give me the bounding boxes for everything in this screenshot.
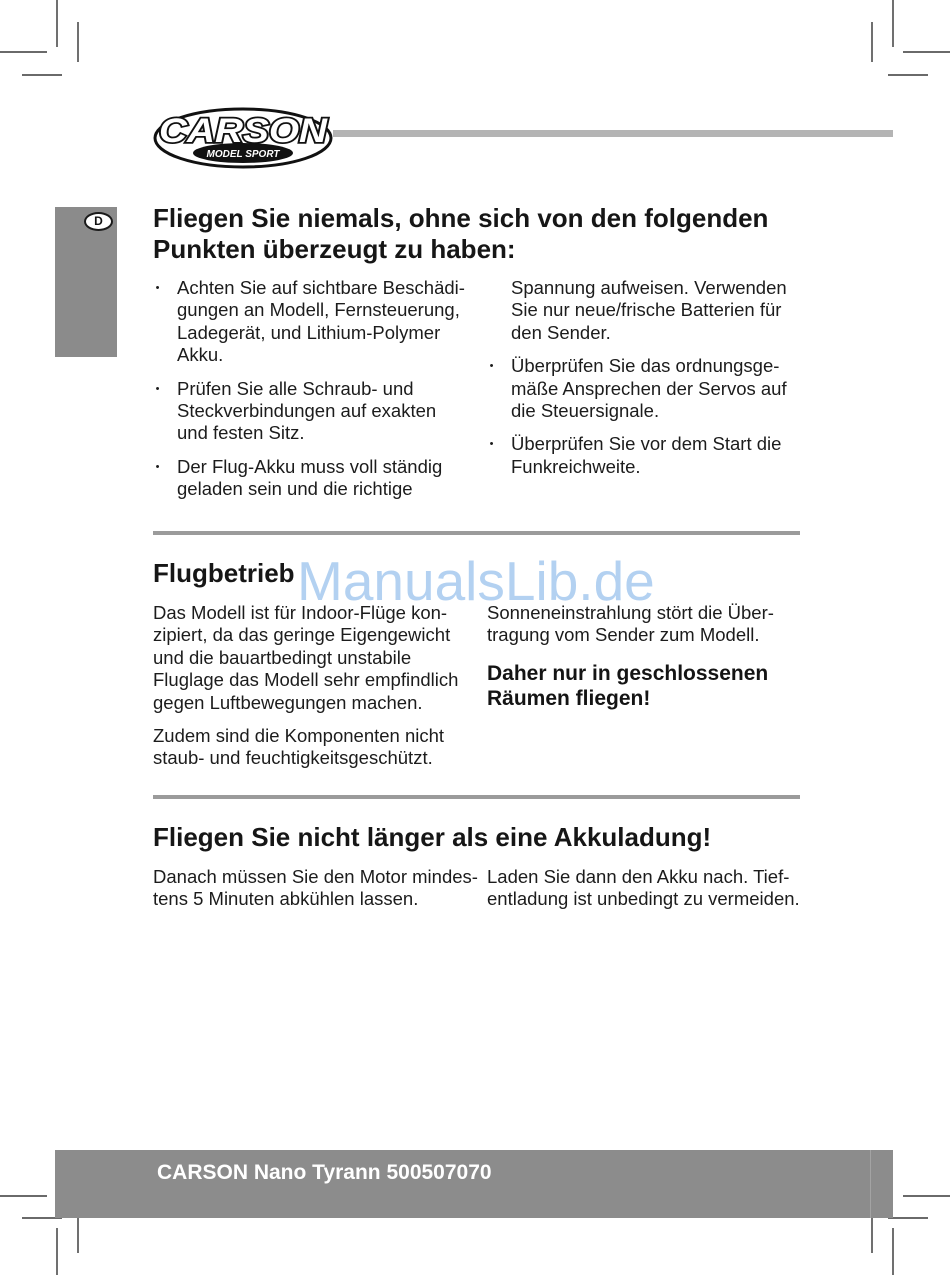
text-line: Der Flug-Akku muss voll ständig: [177, 455, 443, 477]
text-line: mäße Ansprechen der Servos auf: [511, 377, 787, 399]
text-line: den Sender.: [511, 321, 611, 343]
battery-left-column: [153, 866, 478, 911]
text-line: Sonneneinstrahlung stört die Über-: [487, 602, 774, 623]
heading-line: Fliegen Sie niemals, ohne sich von den folgenden: [153, 203, 769, 233]
text-line: gungen an Modell, Fernsteuerung,: [177, 299, 460, 321]
text-line: Achten Sie auf sichtbare Beschädi-: [177, 277, 465, 298]
footer-product-label: CARSON Nano Tyrann 500507070: [157, 1161, 492, 1184]
section-heading-flight: Flugbetrieb: [153, 558, 295, 588]
text-line: Zudem sind die Komponenten nicht: [153, 725, 445, 747]
text-line: tragung vom Sender zum Modell.: [487, 624, 760, 646]
text-line: Funkreichweite.: [511, 455, 641, 477]
paragraph: [153, 725, 469, 770]
footer-bar: [55, 1150, 893, 1218]
bullet-marker: •: [155, 282, 160, 294]
bullet-item: [153, 277, 469, 367]
text-line: Danach müssen Sie den Motor mindes-: [153, 866, 478, 887]
text-line: und die bauartbedingt unstabile: [153, 646, 412, 668]
text-line: geladen sein und die richtige: [177, 478, 413, 500]
battery-right-column: [487, 866, 803, 911]
section-heading-checklist: [153, 203, 768, 265]
text-line: Daher nur in geschlossenen: [487, 661, 769, 685]
bullet-marker: •: [489, 438, 494, 451]
text-line: Laden Sie dann den Akku nach. Tief-: [487, 866, 790, 887]
text-line: Prüfen Sie alle Schraub- und: [177, 377, 414, 399]
carson-logo: [152, 106, 334, 170]
text-line: entladung ist unbedingt zu vermeiden.: [487, 888, 800, 910]
checklist-right-column: [487, 277, 803, 489]
text-line: staub- und feuchtigkeitsgeschützt.: [153, 747, 433, 769]
emphasis-warning: [487, 661, 803, 711]
text-line: tens 5 Minuten abkühlen lassen.: [153, 888, 419, 910]
text-line: gegen Luftbewegungen machen.: [153, 691, 423, 713]
text-line: zipiert, da das geringe Eigengewicht: [153, 624, 451, 646]
section-heading-battery: Fliegen Sie nicht länger als eine Akkuladung!: [153, 822, 712, 852]
bullet-marker: •: [155, 460, 160, 473]
text-line: und festen Sitz.: [177, 422, 305, 444]
section-divider: [153, 531, 800, 535]
watermark: ManualsLib.de: [297, 550, 655, 612]
bullet-marker: •: [155, 382, 160, 395]
flight-right-column: [487, 602, 803, 711]
bullet-item: [487, 355, 803, 422]
text-line: die Steuersignale.: [511, 400, 660, 422]
logo-brand: CARSON: [159, 112, 329, 150]
header-rule: [333, 130, 893, 137]
language-badge: D: [84, 212, 113, 231]
bullet-marker: •: [489, 360, 494, 373]
text-line: Fluglage das Modell sehr empfindlich: [153, 669, 459, 691]
bullet-item: [153, 456, 469, 501]
bullet-item: [487, 433, 803, 478]
language-tab: [55, 207, 117, 357]
checklist-left-column: [153, 277, 469, 512]
text-line: Überprüfen Sie vor dem Start die: [511, 433, 782, 455]
logo-tagline: MODEL SPORT: [206, 149, 280, 160]
text-line: Ladegerät, und Lithium-Polymer: [177, 321, 441, 343]
text-line: Das Modell ist für Indoor-Flüge kon-: [153, 602, 448, 623]
paragraph: [153, 602, 469, 714]
footer-separator: [870, 1150, 871, 1218]
text-line: Überprüfen Sie das ordnungsge-: [511, 355, 780, 377]
text-line: Spannung aufweisen. Verwenden: [511, 277, 787, 298]
flight-left-column: [153, 602, 469, 781]
text-line: Sie nur neue/frische Batterien für: [511, 299, 782, 321]
heading-line: Punkten überzeugt zu haben:: [153, 234, 516, 264]
section-divider: [153, 795, 800, 799]
text-line: Steckverbindungen auf exakten: [177, 400, 437, 422]
text-line: Akku.: [177, 344, 224, 366]
bullet-item: [153, 378, 469, 445]
text-line: Räumen fliegen!: [487, 686, 651, 710]
bullet-item-continuation: [487, 277, 803, 344]
